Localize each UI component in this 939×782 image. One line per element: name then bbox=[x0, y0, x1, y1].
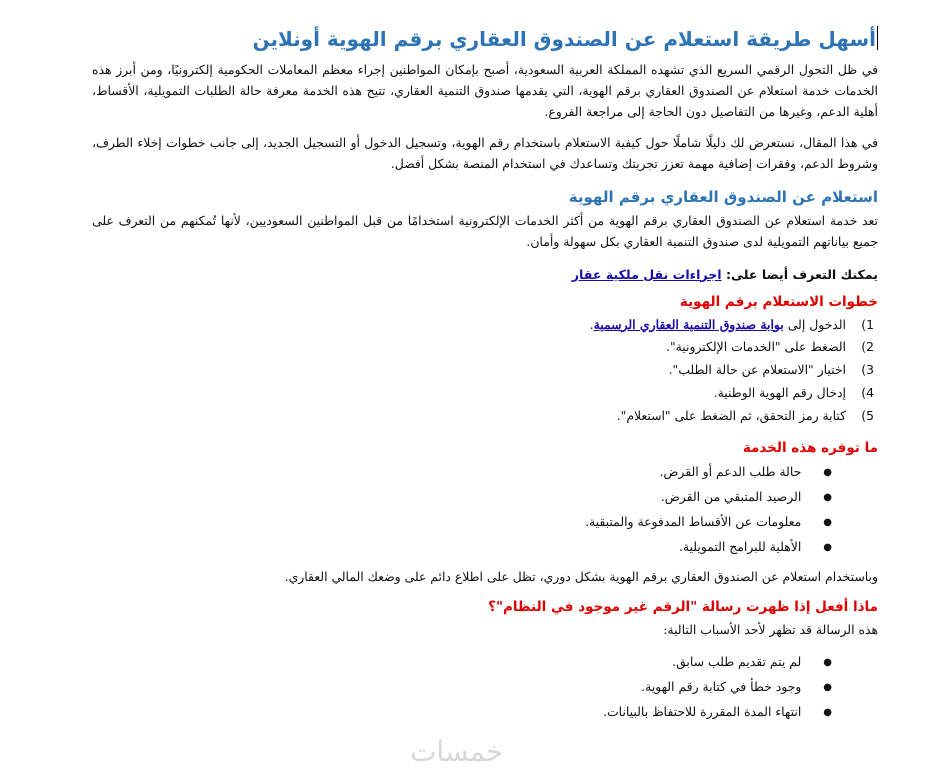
intro-paragraph-1: في ظل التحول الرقمي السريع الذي تشهده المملكة العربية السعودية، أصبح بإمكان المواطنين إجراء معظم المعاملات الحكومية إلكترونيًا، ومن أبرز هذه الخدمات خدمة استعلام عن الصندوق العقاري برقم الهوية، التي يقدمها صندوق التنمية العقاري، تتيح هذه الخدمة معرفة حالة الطلبات التمويلية، الأقساط، أهلية الدعم، وغيرها من التفاصيل دون الحاجة إلى مراجعة الفروع. bbox=[92, 62, 878, 120]
list-item bbox=[92, 535, 832, 560]
bullet-icon: ● bbox=[823, 542, 832, 554]
list-item-text: انتهاء المدة المقررة للاحتفاظ بالبيانات. bbox=[603, 704, 802, 720]
step-item bbox=[92, 405, 874, 428]
step-number: 2) bbox=[861, 339, 874, 355]
text-cursor bbox=[877, 26, 878, 50]
list-item-text: الرصيد المتبقي من القرض. bbox=[660, 489, 802, 505]
step-text: كتابة رمز التحقق، ثم الضغط على "استعلام". bbox=[616, 408, 846, 424]
list-item bbox=[92, 700, 832, 725]
step-number: 5) bbox=[861, 408, 874, 424]
khamsat-watermark: خمسات bbox=[410, 735, 504, 768]
section-heading-inquiry: استعلام عن الصندوق العقاري برقم الهوية bbox=[568, 188, 878, 207]
offers-conclusion: وباستخدام استعلام عن الصندوق العقاري برقم الهوية بشكل دوري، تظل على اطلاع دائم على وضعك المالي العقاري. bbox=[284, 569, 878, 585]
see-also-label: يمكنك التعرف أيضا على: bbox=[726, 266, 878, 282]
list-item bbox=[92, 485, 832, 510]
step-number: 1) bbox=[861, 316, 874, 332]
list-item-text: وجود خطأ في كتابة رقم الهوية. bbox=[641, 679, 802, 695]
step-text-prefix: الدخول إلى bbox=[787, 316, 846, 332]
list-item-text: الأهلية للبرامج التمويلية. bbox=[678, 539, 802, 555]
offers-list bbox=[92, 460, 878, 560]
bullet-icon: ● bbox=[823, 707, 832, 719]
step-number: 4) bbox=[861, 385, 874, 401]
list-item-text: معلومات عن الأقساط المدفوعة والمتبقية. bbox=[585, 514, 802, 530]
error-intro: هذه الرسالة قد تظهر لأحد الأسباب التالية: bbox=[663, 622, 878, 638]
list-item-text: لم يتم تقديم طلب سابق. bbox=[672, 654, 802, 670]
bullet-icon: ● bbox=[823, 492, 832, 504]
steps-list bbox=[92, 314, 878, 429]
portal-link[interactable]: بوابة صندوق التنمية العقاري الرسمية bbox=[593, 316, 784, 332]
section-inquiry-body: تعد خدمة استعلام عن الصندوق العقاري برقم الهوية من أكثر الخدمات الإلكترونية استخدامًا من قبل المواطنين السعوديين، لأنها تُمكنهم من التعرف على جميع بياناتهم التمويلية لدى صندوق التنمية العقاري بكل سهولة وأمان. bbox=[92, 213, 878, 250]
step-text: إدخال رقم الهوية الوطنية. bbox=[713, 385, 846, 401]
list-item-text: حالة طلب الدعم أو القرض. bbox=[659, 464, 802, 480]
error-reasons-list bbox=[92, 650, 878, 725]
list-item bbox=[92, 675, 832, 700]
step-text: الضغط على "الخدمات الإلكترونية". bbox=[666, 339, 846, 355]
steps-heading: خطوات الاستعلام برقم الهوية bbox=[679, 293, 878, 310]
bullet-icon: ● bbox=[823, 682, 832, 694]
error-heading: ماذا أفعل إذا ظهرت رسالة "الرقم غير موجود في النظام"؟ bbox=[488, 599, 878, 616]
step-item bbox=[92, 336, 874, 359]
bullet-icon: ● bbox=[823, 467, 832, 479]
intro-paragraph-2: في هذا المقال، نستعرض لك دليلًا شاملًا حول كيفية الاستعلام باستخدام رقم الهوية، وتسجيل الدخول أو التسجيل الجديد، إلى جانب خطوات إخلاء الطرف، وشروط الدعم، وفقرات إضافية مهمة تعزز تجربتك وتساعدك في استخدام المنصة بشكل أفضل. bbox=[92, 135, 878, 172]
document-page bbox=[92, 26, 878, 731]
bullet-icon: ● bbox=[823, 657, 832, 669]
list-item bbox=[92, 510, 832, 535]
step-item bbox=[92, 359, 874, 382]
step-text: الدخول إلى بوابة صندوق التنمية العقاري الرسمية. bbox=[589, 316, 846, 332]
step-text: اختيار "الاستعلام عن حالة الطلب". bbox=[668, 362, 846, 378]
list-item bbox=[92, 650, 832, 675]
document-title bbox=[92, 26, 878, 53]
see-also-link[interactable]: اجراءات نقل ملكية عقار bbox=[571, 266, 722, 282]
step-number: 3) bbox=[861, 362, 874, 378]
offers-heading: ما توفره هذه الخدمة bbox=[742, 440, 878, 457]
document-title-text: أسهل طريقة استعلام عن الصندوق العقاري برقم الهوية أونلاين bbox=[252, 27, 876, 51]
step-item bbox=[92, 382, 874, 405]
list-item bbox=[92, 460, 832, 485]
bullet-icon: ● bbox=[823, 517, 832, 529]
step-item bbox=[92, 314, 874, 337]
see-also bbox=[92, 267, 878, 282]
